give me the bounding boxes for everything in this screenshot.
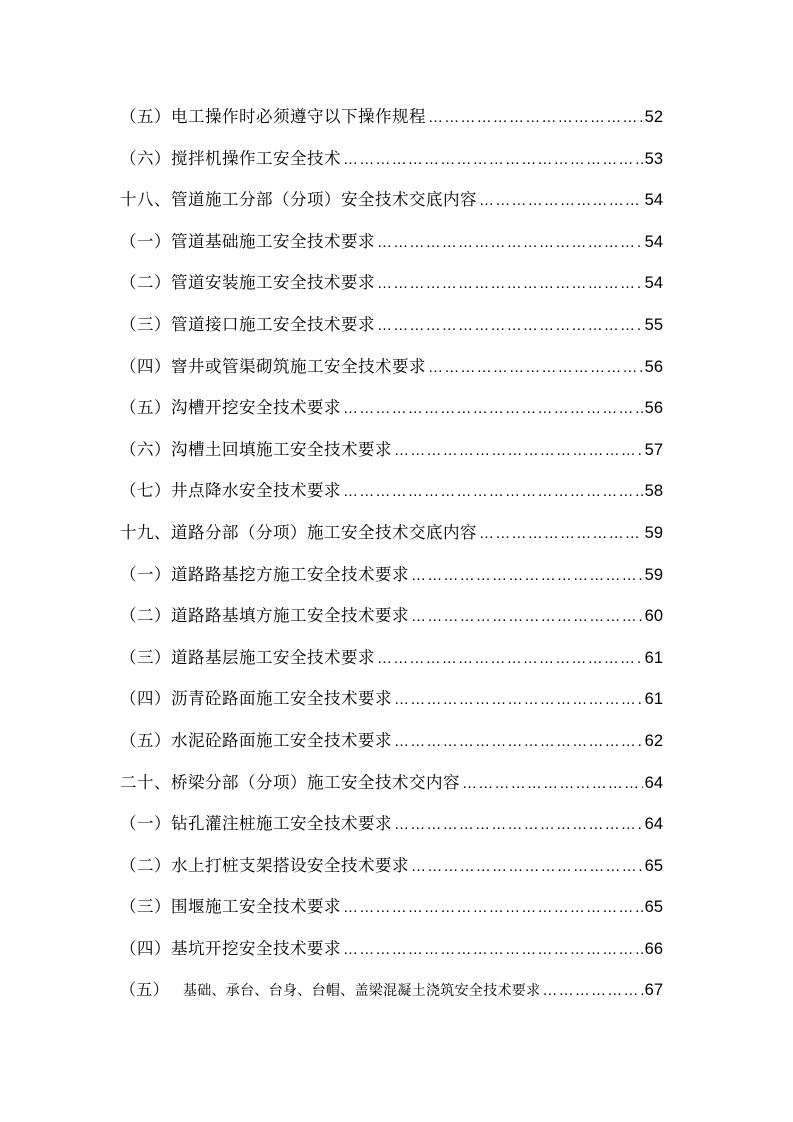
toc-entry[interactable] <box>120 470 663 512</box>
toc-entry[interactable] <box>120 637 663 679</box>
dot-leader <box>377 263 643 305</box>
toc-entry[interactable] <box>120 262 663 304</box>
toc-entry-page: 58 <box>644 482 663 501</box>
dot-leader <box>343 471 643 513</box>
toc-entry[interactable] <box>120 886 663 928</box>
toc-entry-title: （六）搅拌机操作工安全技术 <box>120 148 341 168</box>
toc-entry-page: 57 <box>644 440 663 459</box>
toc-entry-page: 66 <box>644 939 663 958</box>
toc-entry[interactable] <box>120 429 663 471</box>
dot-leader <box>377 222 643 264</box>
toc-entry[interactable] <box>120 346 663 388</box>
dot-leader <box>377 638 643 680</box>
toc-entry[interactable] <box>120 803 663 845</box>
toc-entry-page: 53 <box>644 149 663 168</box>
toc-entry[interactable] <box>120 138 663 180</box>
toc-entry-page: 64 <box>644 773 663 792</box>
toc-entry-title: （六）沟槽土回填施工安全技术要求 <box>120 439 392 459</box>
toc-entry[interactable] <box>120 512 663 554</box>
toc-entry[interactable] <box>120 304 663 346</box>
toc-entry-title: （一）钻孔灌注桩施工安全技术要求 <box>120 814 392 834</box>
toc-entry-page: 62 <box>644 731 663 750</box>
toc-entry-title: （一）管道基础施工安全技术要求 <box>120 231 375 251</box>
dot-leader <box>411 596 643 638</box>
toc-entry[interactable] <box>120 845 663 887</box>
toc-entry-title: （一）道路路基挖方施工安全技术要求 <box>120 564 409 584</box>
dot-leader <box>462 763 643 805</box>
toc-entry-title: 十八、管道施工分部（分项）安全技术交底内容 <box>120 190 477 210</box>
dot-leader <box>343 388 643 430</box>
toc-entry-title <box>120 969 540 1013</box>
dot-leader <box>394 804 643 846</box>
dot-leader <box>411 555 643 597</box>
toc-entry-page: 61 <box>644 648 663 667</box>
toc-entry-page: 52 <box>644 108 663 126</box>
toc-entry-page: 56 <box>644 399 663 418</box>
toc-entry-title: （二）管道安装施工安全技术要求 <box>120 273 375 293</box>
dot-leader <box>479 513 643 555</box>
toc-entry-page: 59 <box>644 523 663 542</box>
toc-entry[interactable] <box>120 595 663 637</box>
toc-entry[interactable] <box>120 928 663 970</box>
toc-entry-title: （四）基坑开挖安全技术要求 <box>120 938 341 958</box>
toc-entry[interactable] <box>120 96 663 138</box>
dot-leader <box>479 180 643 222</box>
toc-entry-page: 60 <box>644 607 663 626</box>
dot-leader <box>343 929 643 971</box>
toc-entry-text: 基础、承台、台身、台帽、盖梁混凝土浇筑安全技术要求 <box>182 983 541 1000</box>
toc-entry-page: 65 <box>644 898 663 917</box>
toc-entry-title: （五）水泥砼路面施工安全技术要求 <box>120 730 392 750</box>
toc-entry-page: 54 <box>644 232 663 251</box>
toc-entry[interactable] <box>120 969 663 1011</box>
toc-entry[interactable] <box>120 554 663 596</box>
toc-entry-title: （二）道路路基填方施工安全技术要求 <box>120 606 409 626</box>
toc-entry-title: （四）窨井或管渠砌筑施工安全技术要求 <box>120 356 426 376</box>
toc-entry-title: （三）围堰施工安全技术要求 <box>120 897 341 917</box>
toc-entry-page: 55 <box>644 315 663 334</box>
toc-entry-title: （五）电工操作时必须遵守以下操作规程 <box>120 107 426 126</box>
dot-leader <box>394 721 643 763</box>
dot-leader <box>411 846 643 888</box>
toc-entry-page: 64 <box>644 815 663 834</box>
toc-entry-page: 54 <box>644 274 663 293</box>
toc-entry-page: 61 <box>644 690 663 709</box>
dot-leader <box>343 887 643 929</box>
toc-entry-title: （四）沥青砼路面施工安全技术要求 <box>120 689 392 709</box>
toc-entry-title: （三）管道接口施工安全技术要求 <box>120 314 375 334</box>
toc-entry-title: 二十、桥梁分部（分项）施工安全技术交内容 <box>120 772 460 792</box>
toc-entry-title: （五）沟槽开挖安全技术要求 <box>120 398 341 418</box>
dot-leader <box>428 347 643 389</box>
toc-entry-title: 十九、道路分部（分项）施工安全技术交底内容 <box>120 522 477 542</box>
toc-entry-title: （七）井点降水安全技术要求 <box>120 481 341 501</box>
toc-entry[interactable] <box>120 387 663 429</box>
toc-entry[interactable] <box>120 762 663 804</box>
toc-entry-page: 67 <box>644 981 663 1000</box>
toc-entry-page: 56 <box>644 357 663 376</box>
toc-entry[interactable] <box>120 720 663 762</box>
toc-entry[interactable] <box>120 678 663 720</box>
toc-entry-title: （二）水上打桩支架搭设安全技术要求 <box>120 855 409 875</box>
dot-leader <box>394 679 643 721</box>
toc-entry-number: （五） <box>120 980 169 1000</box>
toc-entry-page: 54 <box>644 191 663 210</box>
toc-entry[interactable] <box>120 179 663 221</box>
toc-entry-title: （三）道路基层施工安全技术要求 <box>120 647 375 667</box>
dot-leader <box>394 430 643 472</box>
dot-leader <box>377 305 643 347</box>
table-of-contents <box>120 96 663 1011</box>
toc-entry[interactable] <box>120 221 663 263</box>
dot-leader <box>343 139 643 181</box>
dot-leader <box>542 970 642 1012</box>
toc-entry-page: 59 <box>644 565 663 584</box>
toc-entry-page: 65 <box>644 856 663 875</box>
dot-leader <box>428 97 643 139</box>
